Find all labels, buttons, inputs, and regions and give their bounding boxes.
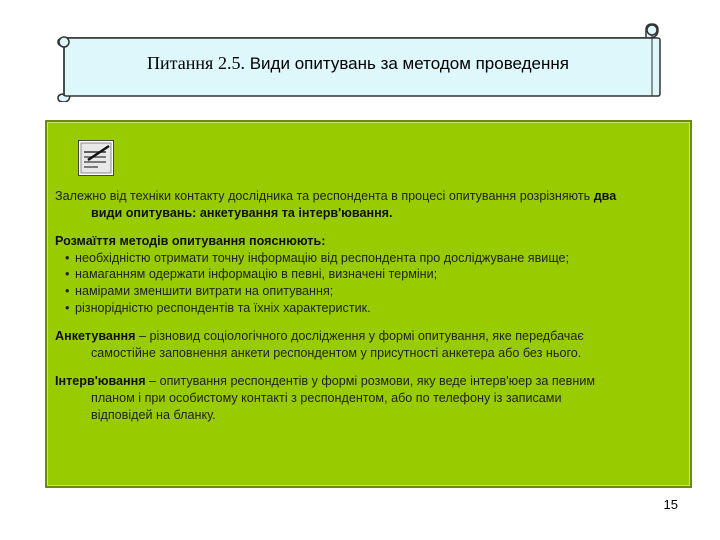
intro-paragraph-cont: [55, 205, 680, 222]
title-text: Види опитувань за методом проведення: [249, 54, 569, 73]
survey-term: Анкетування: [55, 329, 136, 344]
list-item: • намаганням одержати інформацію в певні, визначені терміни;: [65, 267, 438, 282]
page-number: 15: [663, 497, 678, 512]
survey-definition-cont: самостійне заповнення анкети респондентом у присутності анкетера або без нього.: [91, 345, 582, 360]
interview-definition-cont-2: відповідей на бланку.: [91, 407, 216, 422]
list-item: • різнорідністю респондентів та їхніх характеристик.: [65, 300, 371, 315]
list-item: • намірами зменшити витрати на опитування;: [65, 283, 334, 298]
interview-term: Інтерв'ювання: [55, 374, 146, 389]
intro-bold-word: два: [593, 189, 617, 203]
intro-bold-phrase: види опитувань: анкетування та інтерв'ювання.: [91, 205, 393, 220]
interview-definition: Інтерв'ювання – опитування респондентів у формі розмови, яку веде інтерв'юер за певним: [55, 374, 596, 389]
interview-definition-cont-1: планом і при особистому контакті з респондентом, або по телефону із записами: [91, 390, 562, 405]
title-number: 2.5.: [217, 53, 245, 73]
intro-text: Залежно від техніки контакту дослідника та респондента в процесі опитування розрізняють: [55, 189, 591, 203]
intro-paragraph: [55, 188, 680, 205]
list-item: • необхідністю отримати точну інформацію від респондента про досліджуване явище;: [65, 250, 570, 265]
survey-definition: Анкетування – різновид соціологічного дослідження у формі опитування, яке передбачає: [55, 329, 584, 344]
diversity-heading: Розмаїття методів опитування пояснюють:: [55, 234, 326, 249]
title-prefix: Питання: [146, 53, 214, 73]
reasons-list: [55, 250, 680, 316]
content-panel: [45, 120, 692, 488]
content-text: [55, 188, 680, 423]
slide-title: [52, 53, 664, 74]
document-pencil-icon: [78, 140, 114, 176]
title-scroll-banner: [52, 22, 664, 102]
